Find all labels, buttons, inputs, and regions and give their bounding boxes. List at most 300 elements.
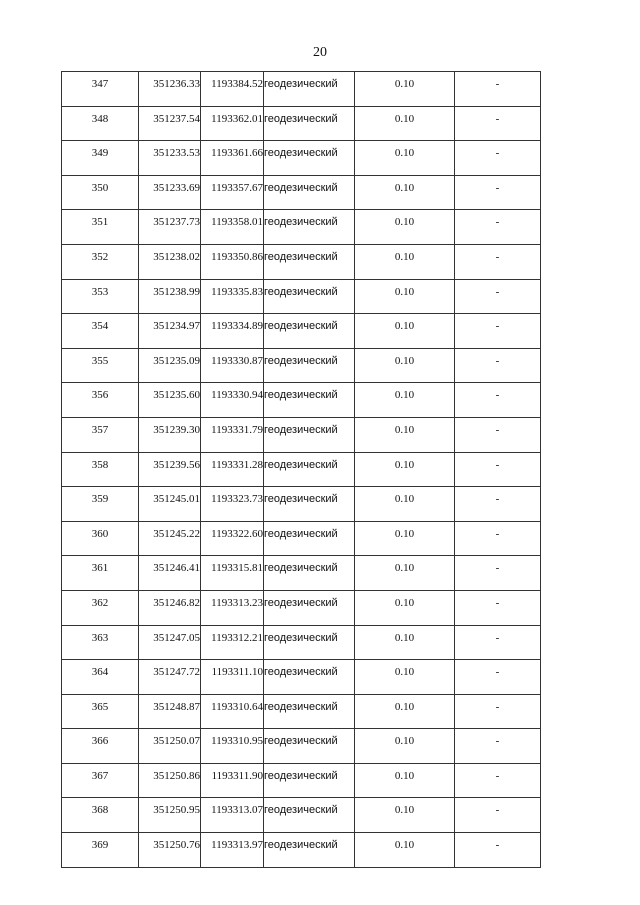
x-coordinate-cell <box>139 590 201 625</box>
accuracy-cell <box>355 660 455 695</box>
note-cell <box>455 210 541 245</box>
accuracy-cell <box>355 72 455 107</box>
y-coordinate-cell <box>201 729 264 764</box>
method-cell-text: геодезический <box>264 147 338 160</box>
method-cell-text: геодезический <box>264 527 338 540</box>
table-row <box>62 383 541 418</box>
note-cell-text: - <box>495 389 500 402</box>
point-number-cell <box>62 348 139 383</box>
x-coordinate-cell-text: 351236.33 <box>153 78 200 90</box>
table-row <box>62 521 541 556</box>
method-cell-text: геодезический <box>264 562 338 575</box>
y-coordinate-cell <box>201 279 264 314</box>
accuracy-cell-text: 0.10 <box>394 78 415 90</box>
point-number-cell-text: 368 <box>91 804 109 817</box>
x-coordinate-cell <box>139 763 201 798</box>
x-coordinate-cell-text: 351237.73 <box>153 216 200 229</box>
method-cell-text: геодезический <box>264 631 338 644</box>
point-number-cell <box>62 625 139 660</box>
x-coordinate-cell <box>139 279 201 314</box>
y-coordinate-cell <box>201 521 264 556</box>
y-coordinate-cell-text: 1193313.97 <box>211 839 263 852</box>
x-coordinate-cell-text: 351247.05 <box>153 631 200 644</box>
x-coordinate-cell-text: 351245.22 <box>153 527 200 540</box>
method-cell <box>264 244 355 279</box>
y-coordinate-cell <box>201 590 264 625</box>
x-coordinate-cell <box>139 452 201 487</box>
y-coordinate-cell-text: 1193362.01 <box>211 112 263 125</box>
accuracy-cell-text: 0.10 <box>394 458 415 471</box>
y-coordinate-cell-text: 1193384.52 <box>211 78 263 90</box>
point-number-cell <box>62 763 139 798</box>
point-number-cell <box>62 487 139 522</box>
table-row <box>62 106 541 141</box>
note-cell <box>455 244 541 279</box>
x-coordinate-cell-text: 351233.53 <box>153 147 200 160</box>
table-row <box>62 694 541 729</box>
y-coordinate-cell-text: 1193312.21 <box>211 631 263 644</box>
note-cell <box>455 348 541 383</box>
x-coordinate-cell <box>139 210 201 245</box>
point-number-cell-text: 350 <box>91 181 109 194</box>
method-cell-text: геодезический <box>264 181 338 194</box>
point-number-cell <box>62 106 139 141</box>
y-coordinate-cell <box>201 556 264 591</box>
accuracy-cell-text: 0.10 <box>394 527 415 540</box>
method-cell-text: геодезический <box>264 216 338 229</box>
method-cell-text: геодезический <box>264 250 338 263</box>
y-coordinate-cell-text: 1193361.66 <box>211 147 263 160</box>
note-cell <box>455 175 541 210</box>
accuracy-cell-text: 0.10 <box>394 423 415 436</box>
x-coordinate-cell-text: 351250.76 <box>153 839 200 852</box>
note-cell <box>455 452 541 487</box>
note-cell <box>455 383 541 418</box>
accuracy-cell <box>355 625 455 660</box>
x-coordinate-cell <box>139 106 201 141</box>
table-row <box>62 175 541 210</box>
accuracy-cell <box>355 175 455 210</box>
method-cell-text: геодезический <box>264 700 338 713</box>
point-number-cell-text: 366 <box>91 735 109 748</box>
note-cell-text: - <box>495 285 500 298</box>
y-coordinate-cell-text: 1193313.07 <box>211 804 263 817</box>
point-number-cell-text: 354 <box>91 320 109 333</box>
x-coordinate-cell-text: 351250.86 <box>153 769 200 782</box>
accuracy-cell-text: 0.10 <box>394 562 415 575</box>
point-number-cell <box>62 417 139 452</box>
y-coordinate-cell <box>201 798 264 833</box>
table-row <box>62 833 541 868</box>
y-coordinate-cell <box>201 244 264 279</box>
accuracy-cell <box>355 763 455 798</box>
point-number-cell-text: 357 <box>91 423 109 436</box>
accuracy-cell <box>355 383 455 418</box>
x-coordinate-cell-text: 351237.54 <box>153 112 200 125</box>
y-coordinate-cell <box>201 72 264 107</box>
x-coordinate-cell-text: 351235.09 <box>153 354 200 367</box>
point-number-cell <box>62 72 139 107</box>
point-number-cell <box>62 798 139 833</box>
y-coordinate-cell <box>201 625 264 660</box>
point-number-cell <box>62 452 139 487</box>
accuracy-cell-text: 0.10 <box>394 147 415 160</box>
y-coordinate-cell <box>201 487 264 522</box>
accuracy-cell-text: 0.10 <box>394 181 415 194</box>
note-cell <box>455 625 541 660</box>
point-number-cell-text: 348 <box>91 112 109 125</box>
accuracy-cell-text: 0.10 <box>394 666 415 679</box>
y-coordinate-cell <box>201 694 264 729</box>
table-row <box>62 244 541 279</box>
point-number-cell-text: 362 <box>91 596 109 609</box>
point-number-cell <box>62 279 139 314</box>
table-row <box>62 348 541 383</box>
method-cell-text: геодезический <box>264 458 338 471</box>
accuracy-cell-text: 0.10 <box>394 769 415 782</box>
page-number: 20 <box>313 45 327 60</box>
y-coordinate-cell <box>201 763 264 798</box>
accuracy-cell <box>355 590 455 625</box>
x-coordinate-cell-text: 351246.82 <box>153 596 200 609</box>
accuracy-cell <box>355 521 455 556</box>
x-coordinate-cell <box>139 141 201 176</box>
point-number-cell <box>62 556 139 591</box>
accuracy-cell-text: 0.10 <box>394 112 415 125</box>
x-coordinate-cell <box>139 833 201 868</box>
x-coordinate-cell-text: 351247.72 <box>153 666 200 679</box>
point-number-cell <box>62 521 139 556</box>
x-coordinate-cell-text: 351233.69 <box>153 181 200 194</box>
point-number-cell <box>62 729 139 764</box>
accuracy-cell-text: 0.10 <box>394 285 415 298</box>
table-row <box>62 660 541 695</box>
note-cell <box>455 106 541 141</box>
method-cell-text: геодезический <box>264 354 338 367</box>
method-cell <box>264 625 355 660</box>
method-cell <box>264 660 355 695</box>
method-cell-text: геодезический <box>264 839 338 852</box>
method-cell <box>264 106 355 141</box>
note-cell <box>455 660 541 695</box>
y-coordinate-cell-text: 1193335.83 <box>211 285 263 298</box>
point-number-cell <box>62 694 139 729</box>
x-coordinate-cell-text: 351248.87 <box>153 700 200 713</box>
method-cell-text: геодезический <box>264 804 338 817</box>
y-coordinate-cell-text: 1193350.86 <box>211 250 263 263</box>
note-cell <box>455 521 541 556</box>
y-coordinate-cell <box>201 383 264 418</box>
point-number-cell-text: 353 <box>91 285 109 298</box>
y-coordinate-cell-text: 1193310.64 <box>211 700 263 713</box>
method-cell <box>264 521 355 556</box>
point-number-cell-text: 358 <box>91 458 109 471</box>
method-cell <box>264 175 355 210</box>
note-cell-text: - <box>495 250 500 263</box>
x-coordinate-cell-text: 351239.30 <box>153 423 200 436</box>
table-row <box>62 556 541 591</box>
note-cell-text: - <box>495 493 500 506</box>
table-body <box>62 72 541 868</box>
note-cell-text: - <box>495 700 500 713</box>
y-coordinate-cell-text: 1193315.81 <box>211 562 263 575</box>
note-cell-text: - <box>495 631 500 644</box>
y-coordinate-cell-text: 1193313.23 <box>211 596 263 609</box>
accuracy-cell-text: 0.10 <box>394 631 415 644</box>
note-cell <box>455 729 541 764</box>
x-coordinate-cell <box>139 798 201 833</box>
point-number-cell <box>62 141 139 176</box>
method-cell <box>264 694 355 729</box>
accuracy-cell <box>355 106 455 141</box>
note-cell <box>455 590 541 625</box>
method-cell-text: геодезический <box>264 735 338 748</box>
table-row <box>62 763 541 798</box>
y-coordinate-cell <box>201 348 264 383</box>
accuracy-cell-text: 0.10 <box>394 389 415 402</box>
method-cell <box>264 314 355 349</box>
table-row <box>62 729 541 764</box>
accuracy-cell-text: 0.10 <box>394 700 415 713</box>
note-cell-text: - <box>495 458 500 471</box>
x-coordinate-cell-text: 351239.56 <box>153 458 200 471</box>
table-row <box>62 210 541 245</box>
x-coordinate-cell <box>139 694 201 729</box>
point-number-cell <box>62 660 139 695</box>
x-coordinate-cell <box>139 348 201 383</box>
point-number-cell-text: 364 <box>91 666 109 679</box>
note-cell-text: - <box>495 839 500 852</box>
method-cell-text: геодезический <box>264 320 338 333</box>
y-coordinate-cell <box>201 141 264 176</box>
method-cell-text: геодезический <box>264 493 338 506</box>
method-cell-text: геодезический <box>264 769 338 782</box>
y-coordinate-cell-text: 1193331.79 <box>211 423 263 436</box>
method-cell <box>264 417 355 452</box>
method-cell-text: геодезический <box>264 423 338 436</box>
note-cell <box>455 763 541 798</box>
accuracy-cell-text: 0.10 <box>394 596 415 609</box>
accuracy-cell-text: 0.10 <box>394 804 415 817</box>
accuracy-cell <box>355 798 455 833</box>
method-cell <box>264 763 355 798</box>
point-number-cell <box>62 175 139 210</box>
table-row <box>62 487 541 522</box>
method-cell <box>264 798 355 833</box>
y-coordinate-cell-text: 1193330.94 <box>211 389 263 402</box>
y-coordinate-cell <box>201 314 264 349</box>
note-cell-text: - <box>495 147 500 160</box>
note-cell <box>455 417 541 452</box>
method-cell <box>264 72 355 107</box>
x-coordinate-cell <box>139 244 201 279</box>
note-cell <box>455 314 541 349</box>
note-cell-text: - <box>495 735 500 748</box>
method-cell-text: геодезический <box>264 78 338 90</box>
coordinates-table <box>61 71 541 868</box>
y-coordinate-cell-text: 1193334.89 <box>211 320 263 333</box>
accuracy-cell-text: 0.10 <box>394 839 415 852</box>
table-row <box>62 590 541 625</box>
y-coordinate-cell-text: 1193311.90 <box>211 769 263 782</box>
note-cell-text: - <box>495 596 500 609</box>
note-cell-text: - <box>495 562 500 575</box>
accuracy-cell <box>355 694 455 729</box>
note-cell <box>455 798 541 833</box>
note-cell <box>455 279 541 314</box>
y-coordinate-cell <box>201 175 264 210</box>
note-cell-text: - <box>495 423 500 436</box>
accuracy-cell <box>355 141 455 176</box>
y-coordinate-cell <box>201 106 264 141</box>
point-number-cell <box>62 210 139 245</box>
method-cell <box>264 833 355 868</box>
method-cell <box>264 141 355 176</box>
table-row <box>62 798 541 833</box>
y-coordinate-cell <box>201 452 264 487</box>
note-cell <box>455 72 541 107</box>
x-coordinate-cell <box>139 729 201 764</box>
accuracy-cell-text: 0.10 <box>394 735 415 748</box>
accuracy-cell <box>355 279 455 314</box>
method-cell <box>264 487 355 522</box>
point-number-cell-text: 369 <box>91 839 109 852</box>
y-coordinate-cell-text: 1193330.87 <box>211 354 263 367</box>
method-cell <box>264 729 355 764</box>
method-cell-text: геодезический <box>264 112 338 125</box>
point-number-cell-text: 356 <box>91 389 109 402</box>
note-cell-text: - <box>495 112 500 125</box>
table-row <box>62 314 541 349</box>
note-cell-text: - <box>495 78 500 90</box>
point-number-cell <box>62 833 139 868</box>
note-cell-text: - <box>495 320 500 333</box>
table-row <box>62 417 541 452</box>
accuracy-cell <box>355 556 455 591</box>
note-cell-text: - <box>495 216 500 229</box>
x-coordinate-cell-text: 351238.02 <box>153 250 200 263</box>
accuracy-cell <box>355 314 455 349</box>
note-cell-text: - <box>495 527 500 540</box>
x-coordinate-cell <box>139 487 201 522</box>
method-cell <box>264 348 355 383</box>
point-number-cell-text: 347 <box>91 78 109 90</box>
point-number-cell-text: 367 <box>91 769 109 782</box>
point-number-cell-text: 365 <box>91 700 109 713</box>
note-cell <box>455 141 541 176</box>
accuracy-cell-text: 0.10 <box>394 354 415 367</box>
point-number-cell-text: 359 <box>91 493 109 506</box>
x-coordinate-cell-text: 351234.97 <box>153 320 200 333</box>
x-coordinate-cell <box>139 72 201 107</box>
point-number-cell <box>62 314 139 349</box>
point-number-cell-text: 363 <box>91 631 109 644</box>
note-cell-text: - <box>495 354 500 367</box>
point-number-cell-text: 351 <box>91 216 109 229</box>
note-cell-text: - <box>495 666 500 679</box>
point-number-cell <box>62 590 139 625</box>
method-cell <box>264 452 355 487</box>
x-coordinate-cell <box>139 660 201 695</box>
accuracy-cell-text: 0.10 <box>394 250 415 263</box>
point-number-cell-text: 352 <box>91 250 109 263</box>
note-cell-text: - <box>495 804 500 817</box>
note-cell <box>455 694 541 729</box>
y-coordinate-cell-text: 1193322.60 <box>211 527 263 540</box>
accuracy-cell <box>355 487 455 522</box>
method-cell <box>264 279 355 314</box>
note-cell <box>455 487 541 522</box>
method-cell <box>264 383 355 418</box>
y-coordinate-cell <box>201 660 264 695</box>
x-coordinate-cell <box>139 521 201 556</box>
y-coordinate-cell <box>201 833 264 868</box>
note-cell <box>455 833 541 868</box>
x-coordinate-cell-text: 351250.95 <box>153 804 200 817</box>
method-cell-text: геодезический <box>264 389 338 402</box>
accuracy-cell <box>355 417 455 452</box>
note-cell-text: - <box>495 769 500 782</box>
x-coordinate-cell <box>139 383 201 418</box>
y-coordinate-cell-text: 1193331.28 <box>211 458 263 471</box>
x-coordinate-cell <box>139 314 201 349</box>
point-number-cell-text: 360 <box>91 527 109 540</box>
table-row <box>62 625 541 660</box>
accuracy-cell-text: 0.10 <box>394 216 415 229</box>
y-coordinate-cell-text: 1193311.10 <box>211 666 263 679</box>
x-coordinate-cell <box>139 625 201 660</box>
table-row <box>62 72 541 107</box>
method-cell <box>264 556 355 591</box>
method-cell-text: геодезический <box>264 285 338 298</box>
point-number-cell <box>62 383 139 418</box>
accuracy-cell <box>355 452 455 487</box>
table-row <box>62 452 541 487</box>
point-number-cell-text: 349 <box>91 147 109 160</box>
y-coordinate-cell <box>201 210 264 245</box>
y-coordinate-cell <box>201 417 264 452</box>
x-coordinate-cell-text: 351238.99 <box>153 285 200 298</box>
table-row <box>62 141 541 176</box>
x-coordinate-cell <box>139 417 201 452</box>
accuracy-cell <box>355 210 455 245</box>
accuracy-cell <box>355 244 455 279</box>
x-coordinate-cell <box>139 556 201 591</box>
y-coordinate-cell-text: 1193323.73 <box>211 493 263 506</box>
note-cell-text: - <box>495 181 500 194</box>
y-coordinate-cell-text: 1193358.01 <box>211 216 263 229</box>
point-number-cell-text: 355 <box>91 354 109 367</box>
x-coordinate-cell-text: 351250.07 <box>153 735 200 748</box>
table-row <box>62 279 541 314</box>
x-coordinate-cell-text: 351246.41 <box>153 562 200 575</box>
note-cell <box>455 556 541 591</box>
point-number-cell <box>62 244 139 279</box>
method-cell-text: геодезический <box>264 596 338 609</box>
method-cell-text: геодезический <box>264 666 338 679</box>
method-cell <box>264 590 355 625</box>
point-number-cell-text: 361 <box>91 562 109 575</box>
method-cell <box>264 210 355 245</box>
x-coordinate-cell-text: 351235.60 <box>153 389 200 402</box>
accuracy-cell <box>355 348 455 383</box>
accuracy-cell-text: 0.10 <box>394 493 415 506</box>
accuracy-cell <box>355 729 455 764</box>
accuracy-cell-text: 0.10 <box>394 320 415 333</box>
x-coordinate-cell-text: 351245.01 <box>153 493 200 506</box>
x-coordinate-cell <box>139 175 201 210</box>
accuracy-cell <box>355 833 455 868</box>
